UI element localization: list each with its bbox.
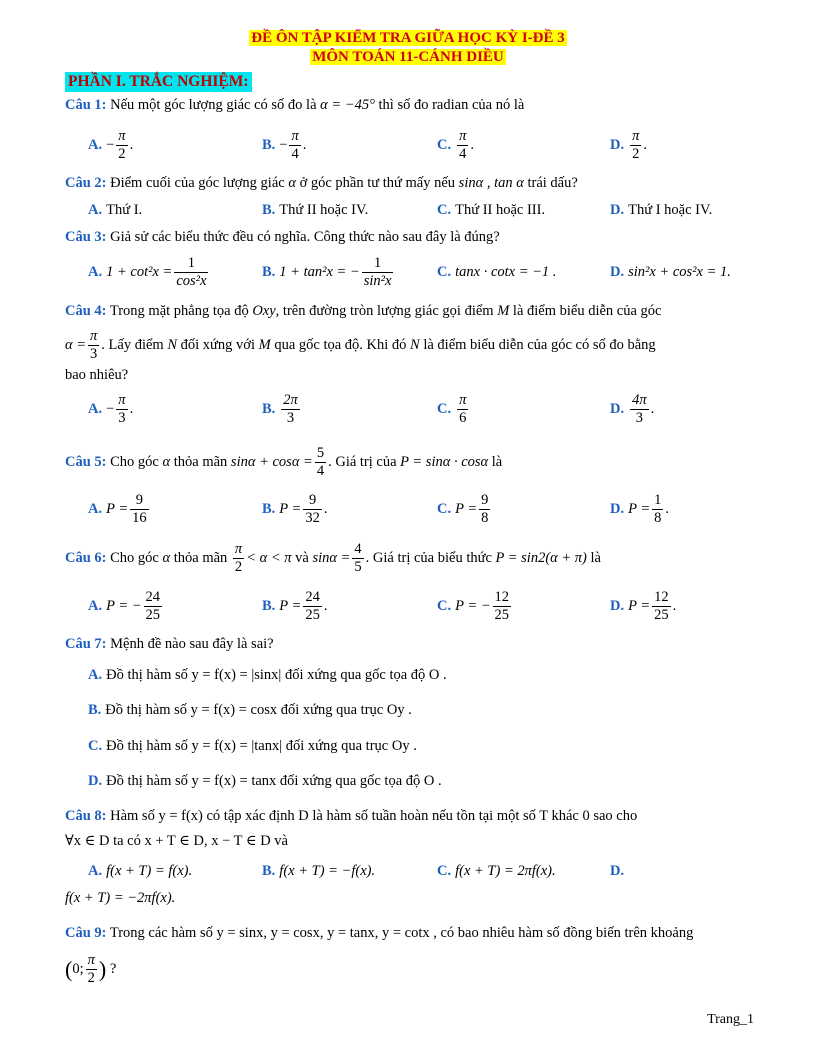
q5-option-c[interactable]: C. P = $\frac{9}{8}$ xyxy=(437,492,489,526)
section-heading: PHẦN I. TRẮC NGHIỆM: xyxy=(65,72,252,92)
question-1: Câu 1: Nếu một góc lượng giác có số đo là α = −45° thì số đo radian của nó là xyxy=(65,97,525,113)
q4-option-d[interactable]: D. $\frac{4\pi}{3}$ . xyxy=(610,392,655,426)
q2-option-d[interactable]: D. Thứ I hoặc IV. xyxy=(610,202,713,218)
q2-option-a[interactable]: A. Thứ I. xyxy=(88,202,143,218)
question-9-interval: (0; $\frac{\pi}{2}$ ) ? xyxy=(65,952,117,986)
q7-option-c[interactable]: C. Đồ thị hàm số y = f(x) = |tanx| đối xứng qua trục Oy . xyxy=(88,738,417,754)
q5-option-b[interactable]: B. P = $\frac{9}{32}$ . xyxy=(262,492,328,526)
q3-option-c[interactable]: C. tanx · cotx = −1 . xyxy=(437,264,557,280)
q8-option-d-label[interactable]: D. xyxy=(610,863,625,879)
q6-option-d[interactable]: D. P = $\frac{12}{25}$ . xyxy=(610,589,677,623)
q8-option-c[interactable]: C. f(x + T) = 2πf(x). xyxy=(437,863,556,879)
q5-option-a[interactable]: A. P = $\frac{9}{16}$ xyxy=(88,492,147,526)
question-2: Câu 2: Điểm cuối của góc lượng giác α ở góc phần tư thứ mấy nếu sinα , tan α trái dấu? xyxy=(65,175,578,191)
q2-option-b[interactable]: B. Thứ II hoặc IV. xyxy=(262,202,369,218)
q8-option-a[interactable]: A. f(x + T) = f(x). xyxy=(88,863,193,879)
q8-option-b[interactable]: B. f(x + T) = −f(x). xyxy=(262,863,376,879)
q2-option-c[interactable]: C. Thứ II hoặc III. xyxy=(437,202,546,218)
q1-option-c[interactable]: C. $\frac{\pi}{4}$ . xyxy=(437,128,474,162)
q7-option-b[interactable]: B. Đồ thị hàm số y = f(x) = cosx đối xứng qua trục Oy . xyxy=(88,702,412,718)
q7-option-d[interactable]: D. Đồ thị hàm số y = f(x) = tanx đối xứng qua gốc tọa độ O . xyxy=(88,773,442,789)
q1-option-a[interactable]: A. − $\frac{\pi}{2}$ . xyxy=(88,128,134,162)
q6-option-a[interactable]: A. P = − $\frac{24}{25}$ xyxy=(88,589,161,623)
question-6: Câu 6: Cho góc α thỏa mãn $\frac{\pi}{2}$ < α < π và sinα = $\frac{4}{5}$ . Giá trị của biểu thức P = sin2(α + π) là xyxy=(65,541,601,575)
q6-option-c[interactable]: C. P = − $\frac{12}{25}$ xyxy=(437,589,510,623)
q5-option-d[interactable]: D. P = $\frac{1}{8}$ . xyxy=(610,492,669,526)
question-7: Câu 7: Mệnh đề nào sau đây là sai? xyxy=(65,636,274,652)
question-4-line-1: Câu 4: Trong mặt phẳng tọa độ Oxy, trên đường tròn lượng giác gọi điểm M là điểm biểu diễn của góc xyxy=(65,303,662,319)
question-8-line-1: Câu 8: Hàm số y = f(x) có tập xác định D là hàm số tuần hoàn nếu tồn tại một số T khác 0 sao cho xyxy=(65,808,638,824)
q4-option-a[interactable]: A. − $\frac{\pi}{3}$ . xyxy=(88,392,134,426)
question-9: Câu 9: Trong các hàm số y = sinx, y = cosx, y = tanx, y = cotx , có bao nhiêu hàm số đồng biến trên khoảng xyxy=(65,925,694,941)
q1-option-d[interactable]: D. $\frac{\pi}{2}$ . xyxy=(610,128,647,162)
question-5: Câu 5: Cho góc α thỏa mãn sinα + cosα = $\frac{5}{4}$ . Giá trị của P = sinα · cosα là xyxy=(65,445,503,479)
q4-option-b[interactable]: B. $\frac{2\pi}{3}$ xyxy=(262,392,298,426)
q3-option-a[interactable]: A. 1 + cot²x = $\frac{1}{\text{cos²x}}$ xyxy=(88,255,207,289)
q4-option-c[interactable]: C. $\frac{\pi}{6}$ xyxy=(437,392,467,426)
question-4-line-3: bao nhiêu? xyxy=(65,367,129,383)
q1-option-b[interactable]: B. − $\frac{\pi}{4}$ . xyxy=(262,128,307,162)
question-3: Câu 3: Giả sử các biểu thức đều có nghĩa. Công thức nào sau đây là đúng? xyxy=(65,229,500,245)
page-number: Trang_1 xyxy=(707,1012,754,1027)
exam-subtitle: MÔN TOÁN 11-CÁNH DIỀU xyxy=(312,49,504,65)
q7-option-a[interactable]: A. Đồ thị hàm số y = f(x) = |sinx| đối xứng qua gốc tọa độ O . xyxy=(88,667,447,683)
q3-option-d[interactable]: D. sin²x + cos²x = 1. xyxy=(610,264,731,280)
q6-option-b[interactable]: B. P = $\frac{24}{25}$ . xyxy=(262,589,328,623)
exam-title: ĐỀ ÔN TẬP KIỂM TRA GIỮA HỌC KỲ I-ĐỀ 3 xyxy=(251,30,565,46)
q8-option-d[interactable]: f(x + T) = −2πf(x). xyxy=(65,890,176,906)
question-4-line-2: α = $\frac{\pi}{3}$ . Lấy điểm N đối xứng với M qua gốc tọa độ. Khi đó N là điểm biểu diễn của góc có số đo bằng xyxy=(65,328,656,362)
q3-option-b[interactable]: B. 1 + tan²x = − $\frac{1}{\text{sin²x}}$ xyxy=(262,255,392,289)
question-8-line-2: ∀x ∈ D ta có x + T ∈ D, x − T ∈ D và xyxy=(65,833,288,849)
